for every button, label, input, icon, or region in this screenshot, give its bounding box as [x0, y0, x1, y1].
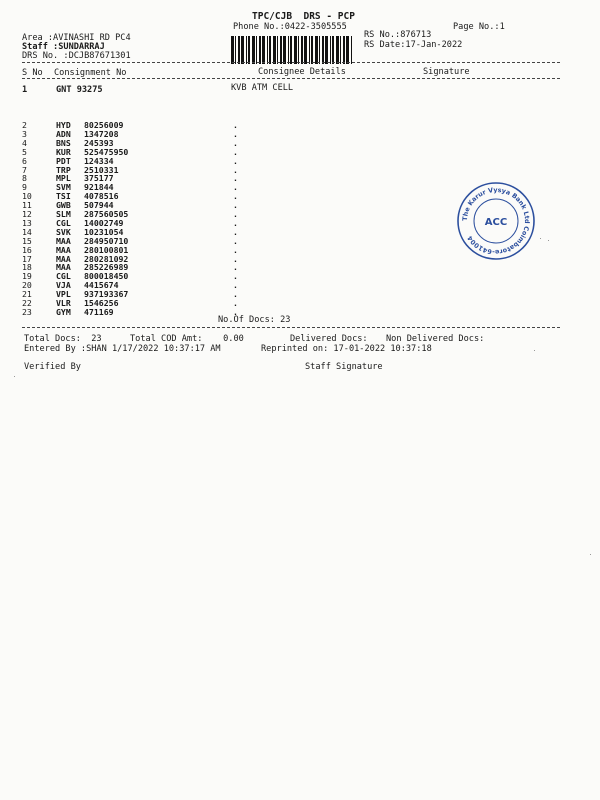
phone-number: Phone No.:0422-3505555 — [233, 22, 347, 32]
row-consignee-placeholder: . — [233, 120, 238, 130]
row-sno: 15 — [22, 235, 32, 246]
row-sno: 8 — [22, 173, 27, 184]
row-consignment-number: 1546256 — [84, 298, 119, 308]
row-consignee-placeholder: . — [233, 209, 238, 219]
row-consignee-placeholder: . — [233, 271, 238, 282]
column-header-consignee: Consignee Details — [258, 67, 346, 77]
row-consignee-placeholder: . — [233, 164, 238, 175]
row-consignment-number: 124334 — [84, 155, 114, 166]
row-consignee-placeholder: . — [233, 137, 238, 148]
row-1-consignment: GNT 93275 — [56, 85, 103, 95]
divider — [22, 327, 560, 328]
row-origin-code: CGL — [56, 217, 71, 228]
scan-speck — [14, 376, 15, 377]
row-1-sno: 1 — [22, 85, 28, 95]
row-consignment-number: 14002749 — [84, 217, 124, 228]
row-consignee-placeholder: . — [233, 244, 238, 255]
barcode-image — [231, 36, 353, 64]
row-sno: 6 — [22, 155, 27, 166]
row-consignment-number: 921844 — [84, 182, 114, 193]
row-consignee-placeholder: . — [233, 128, 238, 139]
row-consignee-placeholder: . — [233, 155, 238, 166]
row-consignment-number: 285226989 — [84, 262, 129, 273]
row-sno: 22 — [22, 298, 32, 308]
area-field: Area :AVINASHI RD PC4 — [22, 33, 131, 43]
column-header-consignment: Consignment No — [54, 68, 127, 78]
column-header-signature: Signature — [423, 67, 470, 77]
row-sno: 7 — [22, 164, 27, 175]
row-origin-code: MPL — [56, 173, 71, 184]
row-consignment-number: 800018450 — [84, 271, 129, 282]
row-consignee-placeholder: . — [233, 253, 238, 264]
row-consignee-placeholder: . — [233, 173, 238, 184]
svg-text:ACC: ACC — [484, 217, 508, 228]
row-origin-code: TSI — [56, 191, 71, 202]
row-origin-code: MAA — [56, 235, 71, 246]
row-origin-code: VLR — [56, 298, 71, 308]
row-sno: 20 — [22, 280, 32, 291]
row-consignee-placeholder: . — [233, 306, 238, 317]
row-sno: 9 — [22, 182, 27, 193]
row-consignment-number: 280100801 — [84, 244, 129, 255]
row-sno: 3 — [22, 128, 27, 139]
row-consignee-placeholder: . — [233, 182, 238, 193]
row-consignee-placeholder: . — [233, 200, 238, 211]
staff-signature-label: Staff Signature — [305, 362, 383, 372]
row-consignment-number: 245393 — [84, 137, 114, 148]
row-sno: 19 — [22, 271, 32, 282]
document-title: TPC/CJB DRS - PCP — [252, 11, 355, 22]
row-consignment-number: 471169 — [84, 306, 114, 317]
row-consignment-number: 280281092 — [84, 253, 129, 264]
row-consignee-placeholder: . — [233, 217, 238, 228]
row-consignment-number: 80256009 — [84, 120, 124, 130]
row-origin-code: VJA — [56, 280, 71, 291]
row-origin-code: MAA — [56, 262, 71, 273]
row-origin-code: GYM — [56, 306, 71, 317]
row-consignment-number: 1347208 — [84, 128, 119, 139]
row-sno: 4 — [22, 137, 27, 148]
row-sno: 16 — [22, 244, 32, 255]
row-consignee-placeholder: . — [233, 191, 238, 202]
divider — [22, 78, 560, 79]
row-origin-code: CGL — [56, 271, 71, 282]
no-of-docs: No.Of Docs: 23 — [218, 315, 291, 325]
row-origin-code: GWB — [56, 200, 71, 211]
row-consignment-number: 2510331 — [84, 164, 119, 175]
row-consignment-number: 937193367 — [84, 289, 129, 300]
scan-speck — [540, 238, 541, 239]
bank-stamp — [455, 180, 537, 262]
row-sno: 21 — [22, 289, 32, 300]
scan-speck — [548, 240, 549, 241]
row-consignee-placeholder: . — [233, 289, 238, 300]
rs-number: RS No.:876713 — [364, 30, 432, 40]
drs-number: DRS No. :DCJB87671301 — [22, 51, 131, 61]
row-sno: 5 — [22, 146, 27, 157]
row-consignee-placeholder: . — [233, 226, 238, 237]
row-consignment-number: 287560505 — [84, 209, 129, 219]
total-cod-amount: Total COD Amt: 0.00 — [130, 334, 244, 344]
column-header-sno: S No — [22, 68, 43, 78]
row-origin-code: TRP — [56, 164, 71, 175]
row-origin-code: MAA — [56, 253, 71, 264]
row-consignment-number: 4078516 — [84, 191, 119, 202]
row-sno: 10 — [22, 191, 32, 202]
svg-text:The Karur Vysya Bank Ltd Coimb: The Karur Vysya Bank Ltd Coimbatore-641004 — [460, 185, 532, 257]
row-1-consignee: KVB ATM CELL — [231, 83, 294, 93]
non-delivered-docs: Non Delivered Docs: — [386, 334, 485, 344]
row-consignment-number: 375177 — [84, 173, 114, 184]
row-consignment-number: 507944 — [84, 200, 114, 211]
row-sno: 17 — [22, 253, 32, 264]
row-consignee-placeholder: . — [233, 146, 238, 157]
divider — [22, 62, 560, 63]
entered-by: Entered By :SHAN 1/17/2022 10:37:17 AM — [24, 344, 221, 354]
row-consignee-placeholder: . — [233, 262, 238, 273]
row-consignee-placeholder: . — [233, 280, 238, 291]
total-docs: Total Docs: 23 — [24, 334, 102, 344]
row-origin-code: SVK — [56, 226, 71, 237]
row-consignee-placeholder: . — [233, 298, 238, 308]
row-consignee-placeholder: . — [233, 235, 238, 246]
row-origin-code: BNS — [56, 137, 71, 148]
row-sno: 11 — [22, 200, 32, 211]
delivered-docs: Delivered Docs: — [290, 334, 368, 344]
row-sno: 18 — [22, 262, 32, 273]
scan-speck — [590, 554, 591, 555]
row-consignment-number: 284950710 — [84, 235, 129, 246]
row-sno: 14 — [22, 226, 32, 237]
row-origin-code: ADN — [56, 128, 71, 139]
row-sno: 2 — [22, 120, 27, 130]
row-sno: 23 — [22, 306, 32, 317]
verified-by-label: Verified By — [24, 362, 81, 372]
row-origin-code: HYD — [56, 120, 71, 130]
row-origin-code: SLM — [56, 209, 71, 219]
row-sno: 12 — [22, 209, 32, 219]
rs-date: RS Date:17-Jan-2022 — [364, 40, 463, 50]
row-origin-code: MAA — [56, 244, 71, 255]
row-origin-code: KUR — [56, 146, 71, 157]
row-consignment-number: 10231054 — [84, 226, 124, 237]
page-number: Page No.:1 — [453, 22, 505, 32]
scan-speck — [534, 350, 535, 351]
row-origin-code: PDT — [56, 155, 71, 166]
row-origin-code: SVM — [56, 182, 71, 193]
staff-field: Staff :SUNDARRAJ — [22, 42, 105, 52]
row-consignment-number: 525475950 — [84, 146, 129, 157]
row-origin-code: VPL — [56, 289, 71, 300]
reprinted-on: Reprinted on: 17-01-2022 10:37:18 — [261, 344, 432, 354]
row-consignment-number: 4415674 — [84, 280, 119, 291]
row-sno: 13 — [22, 217, 32, 228]
